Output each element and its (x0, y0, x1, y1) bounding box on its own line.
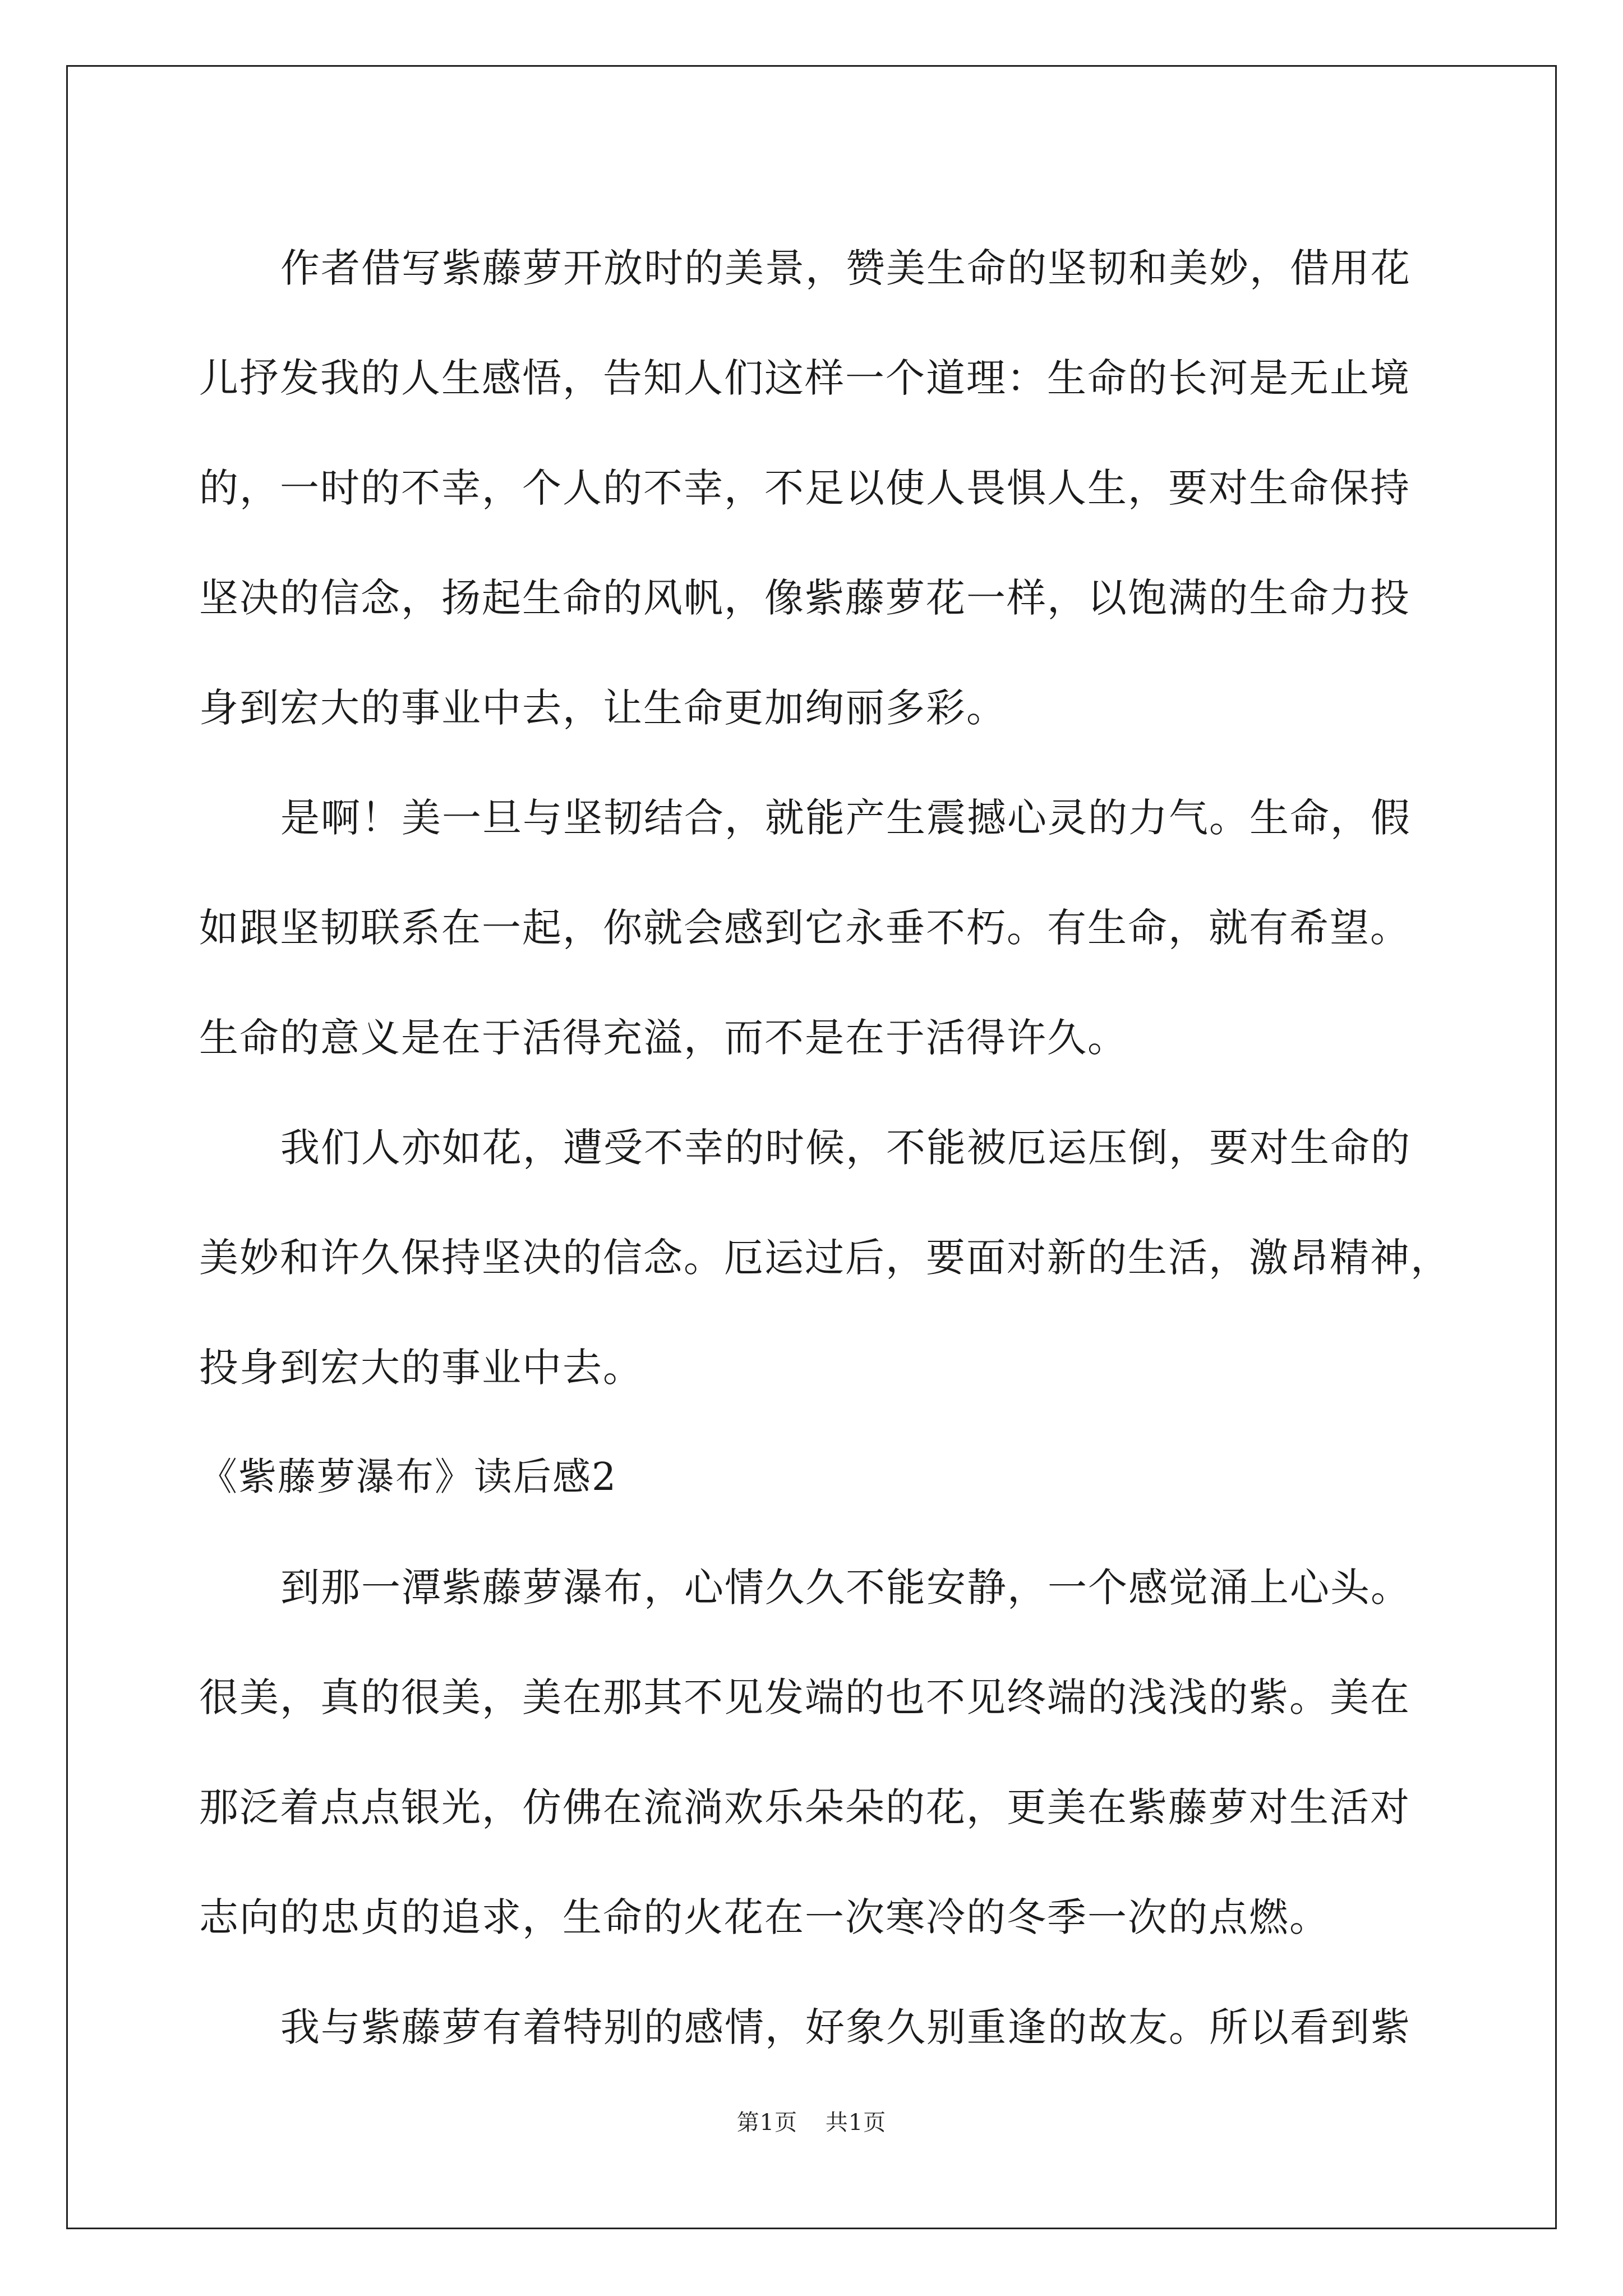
text-line: 我们人亦如花，遭受不幸的时候，不能被厄运压倒，要对生命的 (280, 1125, 1411, 1171)
text-line: 很美，真的很美，美在那其不见发端的也不见终端的浅浅的紫。美在 (199, 1674, 1410, 1720)
text-line: 儿抒发我的人生感悟，告知人们这样一个道理：生命的长河是无止境 (199, 355, 1410, 401)
text-line: 如跟坚韧联系在一起，你就会感到它永垂不朽。有生命，就有希望。 (199, 905, 1410, 951)
text-line: 生命的意义是在于活得充溢，而不是在于活得许久。 (199, 1015, 1128, 1061)
text-line: 作者借写紫藤萝开放时的美景，赞美生命的坚韧和美妙，借用花 (280, 245, 1411, 291)
text-line: 身到宏大的事业中去，让生命更加绚丽多彩。 (199, 685, 1007, 731)
document-body (199, 213, 1461, 2082)
text-line: 坚决的信念，扬起生命的风帆，像紫藤萝花一样，以饱满的生命力投 (199, 575, 1410, 621)
text-line: 投身到宏大的事业中去。 (199, 1345, 643, 1391)
text-line: 美妙和许久保持坚决的信念。厄运过后，要面对新的生活，激昂精神， (199, 1235, 1451, 1281)
page-total: 共1页 (825, 2110, 887, 2136)
section-heading: 《紫藤萝瀑布》读后感2 (199, 1455, 617, 1499)
text-line: 我与紫藤萝有着特别的感情，好象久别重逢的故友。所以看到紫 (280, 2004, 1411, 2050)
text-line: 是啊！美一旦与坚韧结合，就能产生震撼心灵的力气。生命，假 (280, 795, 1411, 841)
text-line: 志向的忠贞的追求，生命的火花在一次寒冷的冬季一次的点燃。 (199, 1894, 1330, 1940)
text-line: 的，一时的不幸，个人的不幸，不足以使人畏惧人生，要对生命保持 (199, 465, 1410, 511)
page-number: 第1页 (736, 2110, 798, 2136)
text-line: 到那一潭紫藤萝瀑布，心情久久不能安静，一个感觉涌上心头。 (280, 1565, 1411, 1611)
text-line: 那泛着点点银光，仿佛在流淌欢乐朵朵的花，更美在紫藤萝对生活对 (199, 1784, 1410, 1830)
page-footer (0, 2105, 1623, 2137)
